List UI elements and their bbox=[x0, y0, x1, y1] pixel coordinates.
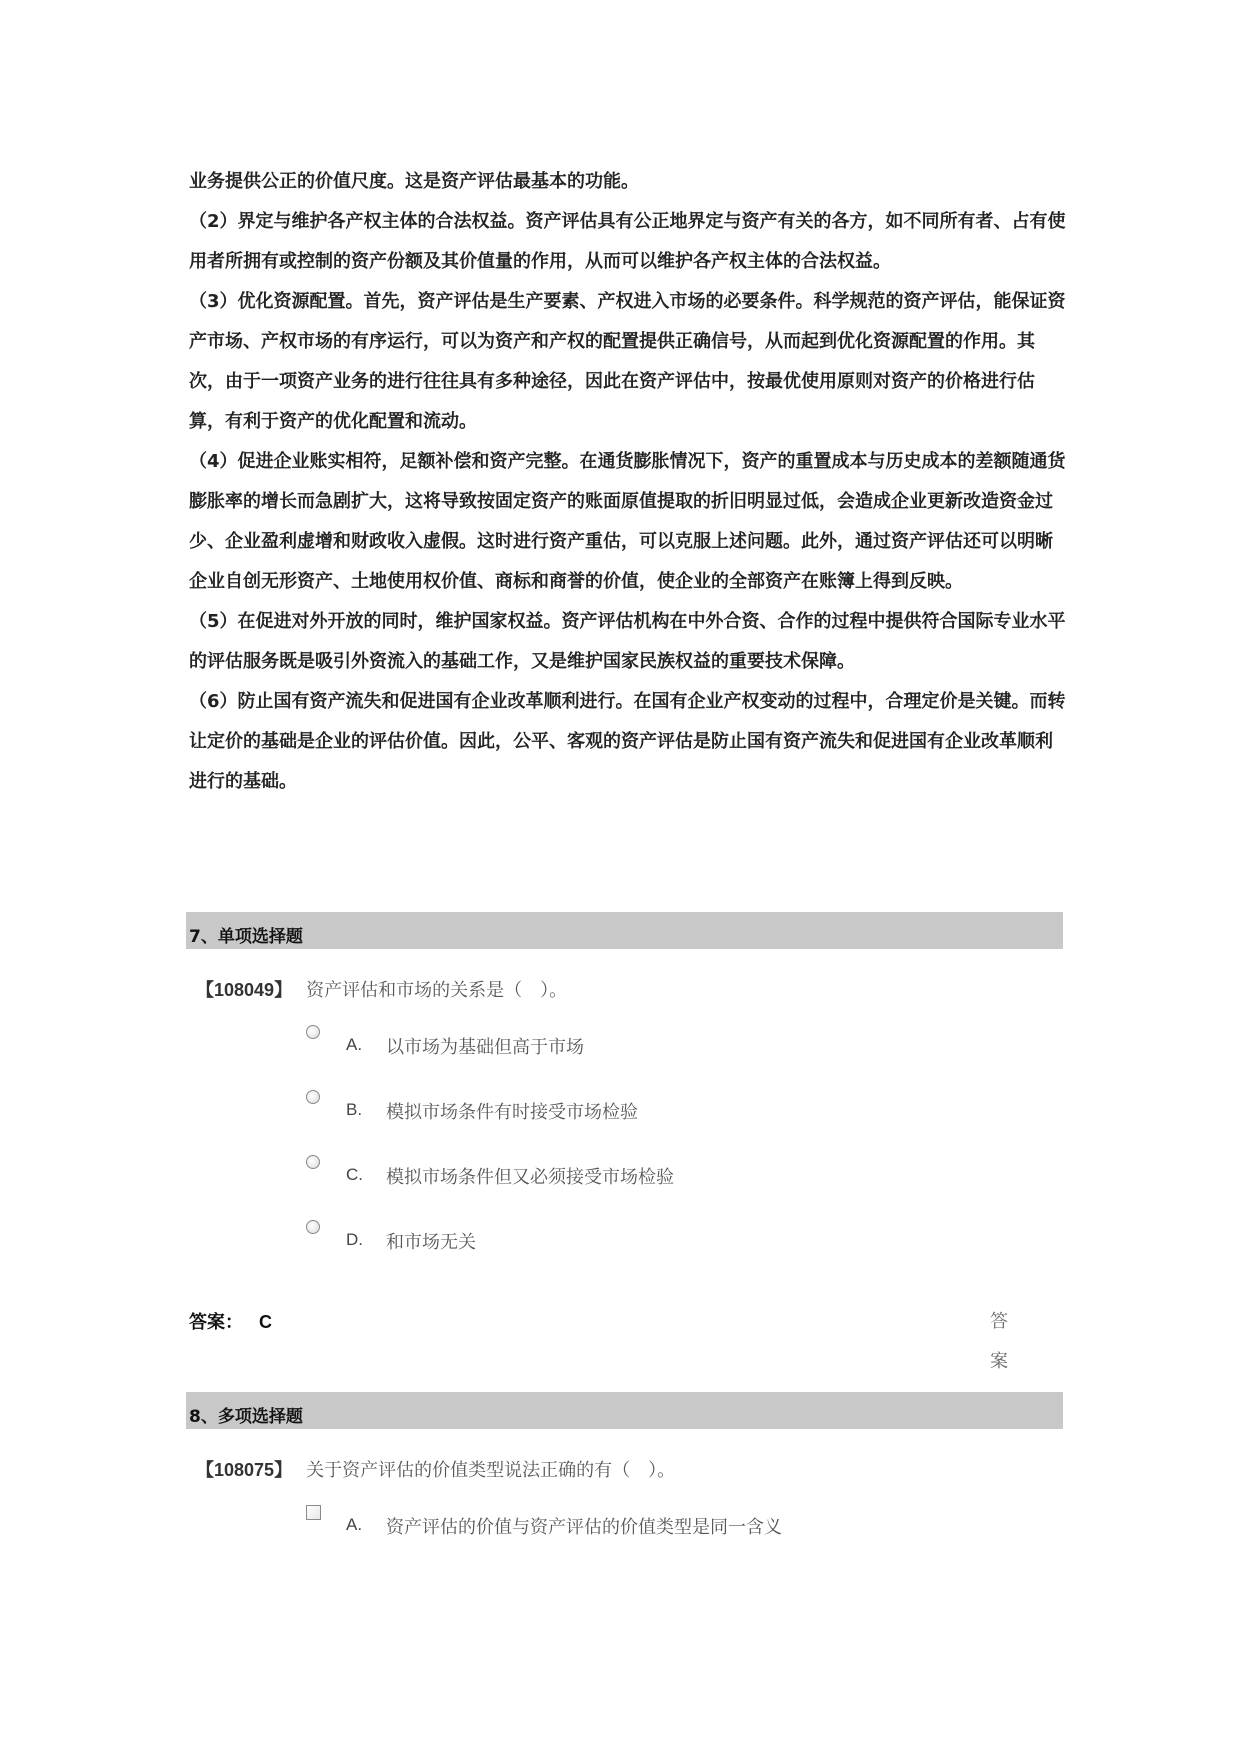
explanation-paragraph: （6）防止国有资产流失和促进国有企业改革顺利进行。在国有企业产权变动的过程中，合理定价是关键。而转让定价的基础是企业的评估价值。因此，公平、客观的资产评估是防止国有资产流失和促进国有企业改革顺利进行的基础。 bbox=[189, 691, 1066, 792]
answer-label: 答案： bbox=[189, 1312, 243, 1333]
option-q8-a[interactable] bbox=[306, 1505, 906, 1545]
radio-button[interactable] bbox=[306, 1220, 320, 1234]
explanation-text bbox=[189, 162, 1069, 802]
question-id: 【108075】 bbox=[196, 1460, 293, 1480]
checkbox[interactable] bbox=[306, 1505, 321, 1520]
option-letter: B. bbox=[346, 1100, 363, 1119]
option-letter: A. bbox=[346, 1035, 363, 1054]
option-letter: A. bbox=[346, 1515, 363, 1534]
option-text: 资产评估的价值与资产评估的价值类型是同一含义 bbox=[386, 1517, 782, 1538]
option-letter: D. bbox=[346, 1230, 363, 1249]
option-q7-b[interactable] bbox=[306, 1090, 906, 1130]
answer-toggle-link[interactable]: 答案 bbox=[990, 1311, 1008, 1372]
option-letter: C. bbox=[346, 1165, 363, 1184]
radio-button[interactable] bbox=[306, 1090, 320, 1104]
option-text: 以市场为基础但高于市场 bbox=[386, 1037, 584, 1058]
option-text: 模拟市场条件但又必须接受市场检验 bbox=[386, 1167, 674, 1188]
explanation-paragraph: （4）促进企业账实相符，足额补偿和资产完整。在通货膨胀情况下，资产的重置成本与历史成本的差额随通货膨胀率的增长而急剧扩大，这将导致按固定资产的账面原值提取的折旧明显过低，会造成企业更新改造资金过少、企业盈利虚增和财政收入虚假。这时进行资产重估，可以克服上述问题。此外，通过资产评估还可以明晰企业自创无形资产、土地使用权价值、商标和商誉的价值，使企业的全部资产在账簿上得到反映。 bbox=[189, 451, 1066, 592]
question-text: 资产评估和市场的关系是（ ）。 bbox=[306, 980, 568, 1001]
section-header-bar bbox=[186, 912, 1063, 949]
answer-line bbox=[189, 1308, 272, 1334]
answer-value: C bbox=[259, 1312, 272, 1332]
section-header-bar bbox=[186, 1392, 1063, 1429]
radio-button[interactable] bbox=[306, 1155, 320, 1169]
question-q8 bbox=[196, 1456, 675, 1482]
explanation-paragraph: （5）在促进对外开放的同时，维护国家权益。资产评估机构在中外合资、合作的过程中提供符合国际专业水平的评估服务既是吸引外资流入的基础工作，又是维护国家民族权益的重要技术保障。 bbox=[189, 611, 1066, 672]
option-q7-c[interactable] bbox=[306, 1155, 906, 1195]
option-q7-a[interactable] bbox=[306, 1025, 906, 1065]
radio-button[interactable] bbox=[306, 1025, 320, 1039]
option-q7-d[interactable] bbox=[306, 1220, 906, 1260]
option-text: 和市场无关 bbox=[386, 1232, 476, 1253]
explanation-paragraph: （3）优化资源配置。首先，资产评估是生产要素、产权进入市场的必要条件。科学规范的资产评估，能保证资产市场、产权市场的有序运行，可以为资产和产权的配置提供正确信号，从而起到优化资源配置的作用。其次，由于一项资产业务的进行往往具有多种途径，因此在资产评估中，按最优使用原则对资产的价格进行估算，有利于资产的优化配置和流动。 bbox=[189, 291, 1066, 432]
question-id: 【108049】 bbox=[196, 980, 293, 1000]
explanation-paragraph: （2）界定与维护各产权主体的合法权益。资产评估具有公正地界定与资产有关的各方，如不同所有者、占有使用者所拥有或控制的资产份额及其价值量的作用，从而可以维护各产权主体的合法权益。 bbox=[189, 211, 1066, 272]
option-text: 模拟市场条件有时接受市场检验 bbox=[386, 1102, 638, 1123]
section-title-q8: 8、多项选择题 bbox=[189, 1407, 303, 1427]
explanation-paragraph: 业务提供公正的价值尺度。这是资产评估最基本的功能。 bbox=[189, 171, 639, 192]
question-q7 bbox=[196, 976, 567, 1002]
section-title-q7: 7、单项选择题 bbox=[189, 927, 303, 947]
question-text: 关于资产评估的价值类型说法正确的有（ ）。 bbox=[306, 1460, 676, 1481]
